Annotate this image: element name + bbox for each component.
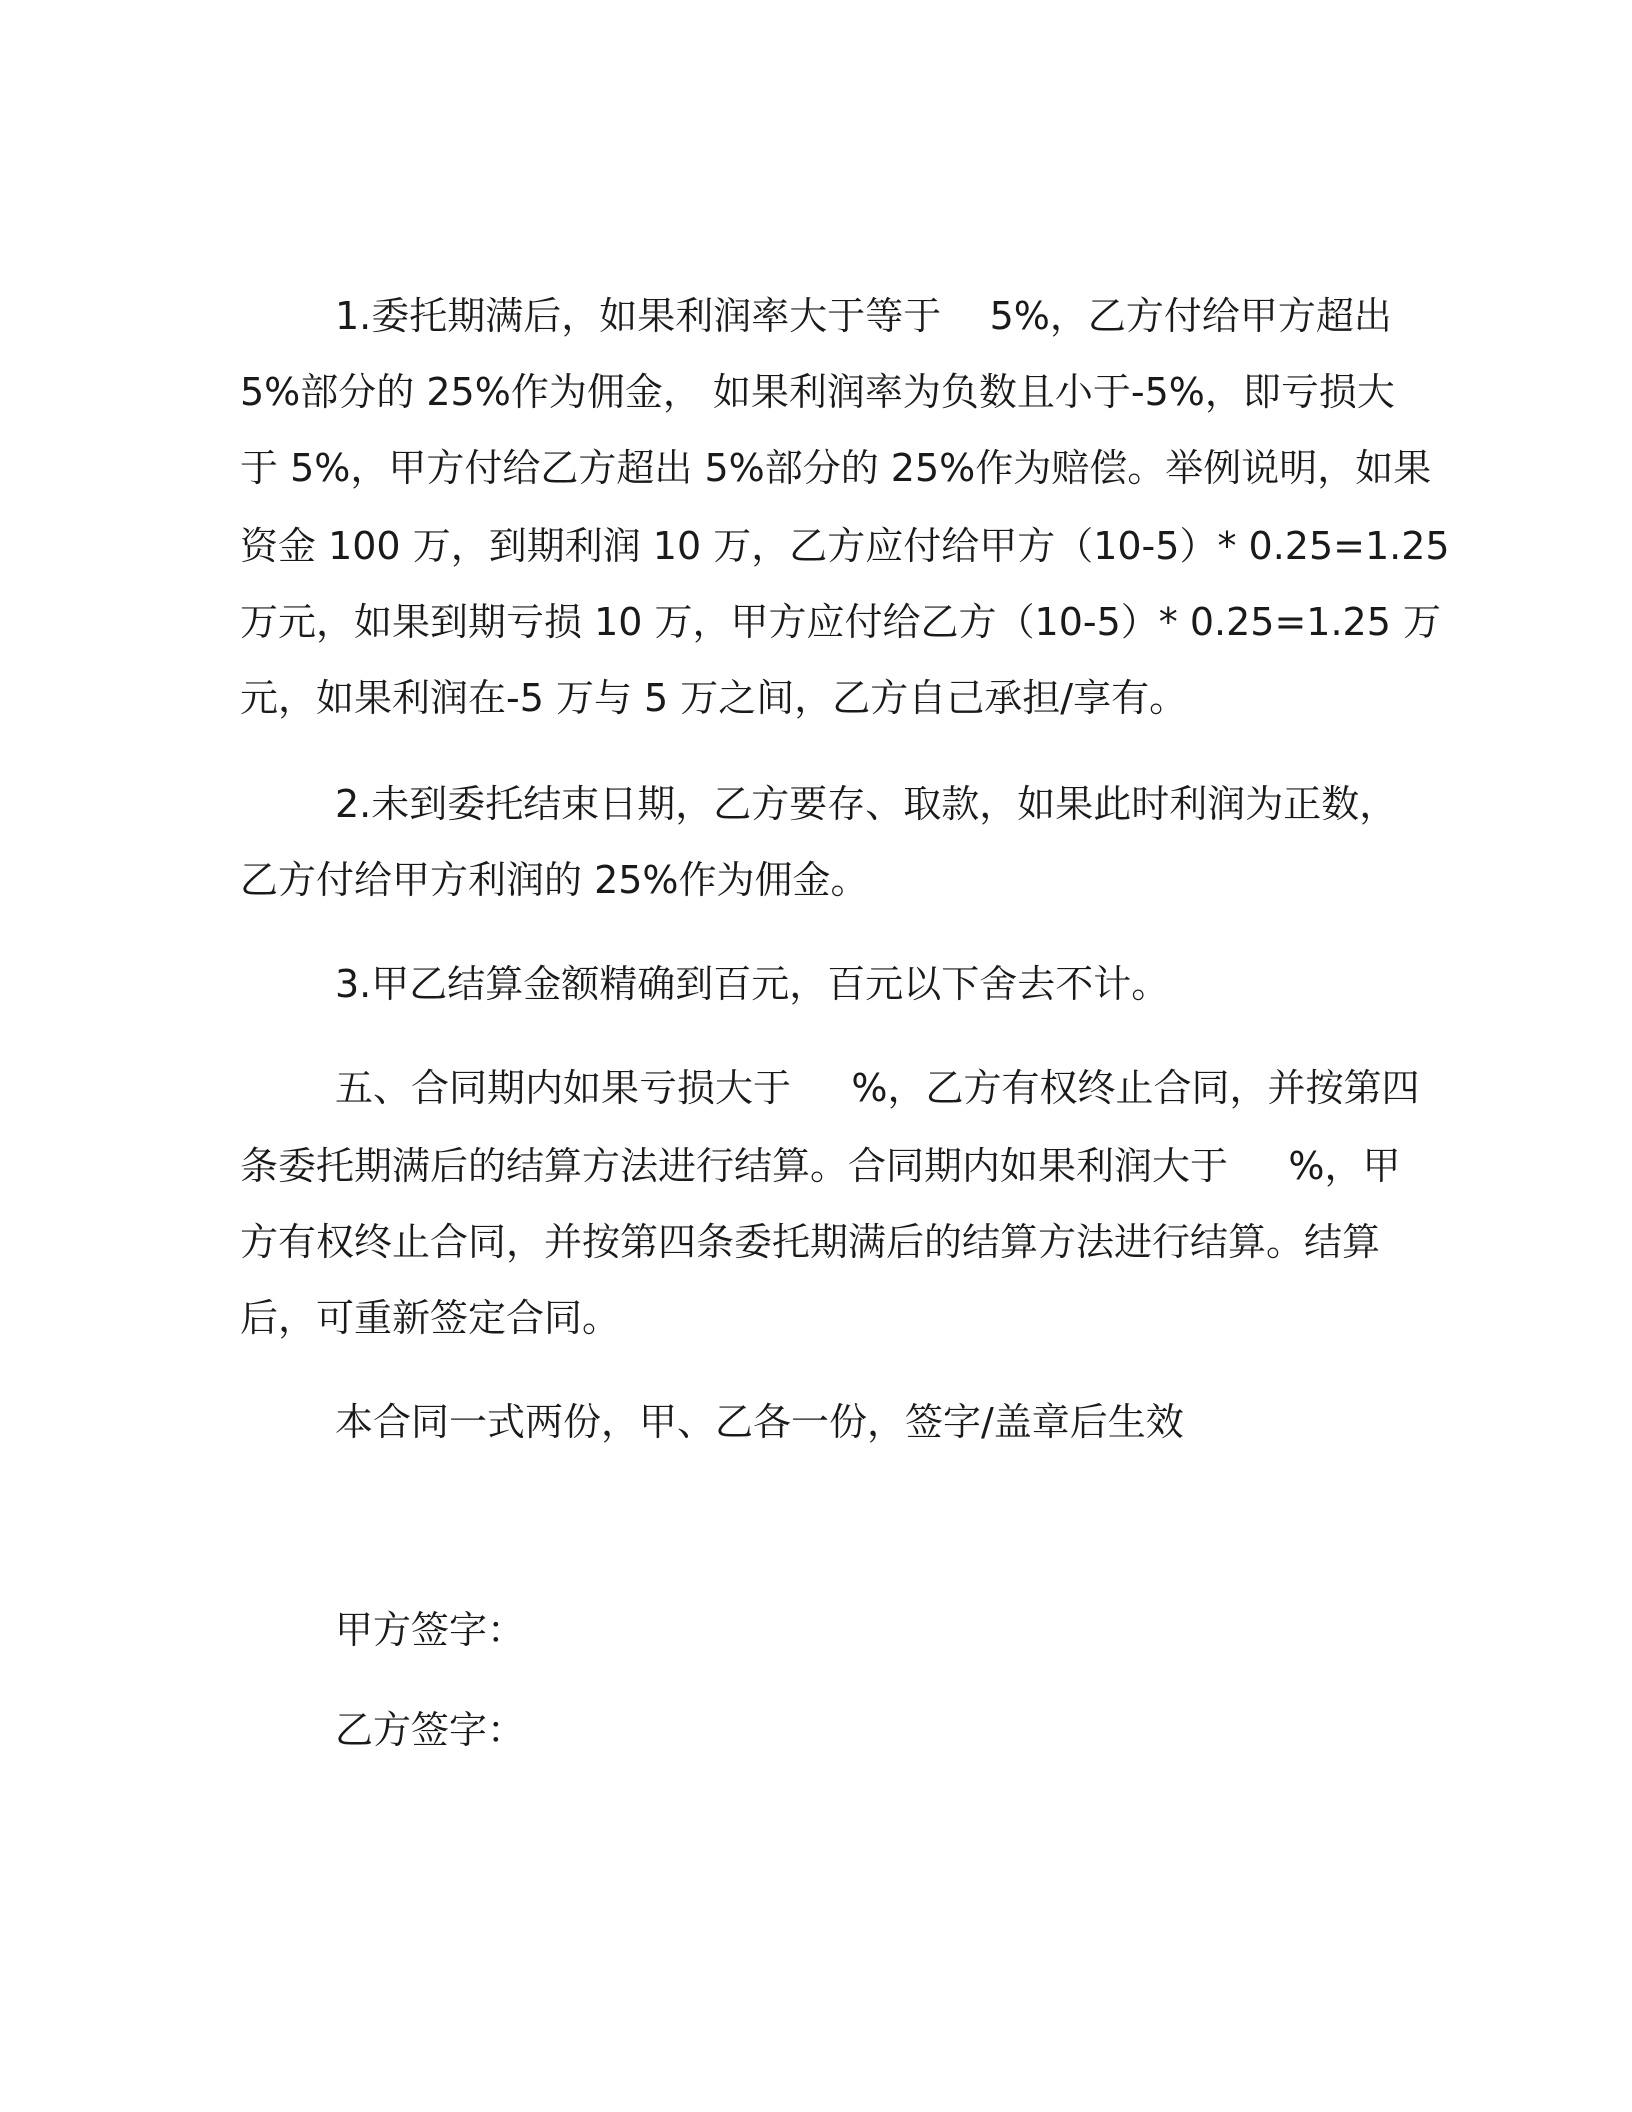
section-5-line-4: 后，可重新签定合同。 [240,1296,621,1340]
clause-2-line-2: 乙方付给甲方利润的 25%作为佣金。 [240,858,869,902]
clause-1-line-1: 1.委托期满后，如果利润率大于等于 5%，乙方付给甲方超出 [335,294,1392,338]
section-5-line-3: 方有权终止合同，并按第四条委托期满后的结算方法进行结算。结算 [240,1220,1381,1264]
section-5-line-2: 条委托期满后的结算方法进行结算。合同期内如果利润大于 %，甲 [240,1144,1401,1188]
section-5-line-1: 五、合同期内如果亏损大于 %，乙方有权终止合同，并按第四 [335,1066,1420,1110]
clause-2-line-1: 2.未到委托结束日期，乙方要存、取款，如果此时利润为正数， [335,782,1398,826]
clause-1-line-4: 资金 100 万，到期利润 10 万，乙方应付给甲方（10-5）* 0.25=1.25 [240,524,1450,568]
signature-party-b: 乙方签字： [335,1708,526,1752]
clause-3-line-1: 3.甲乙结算金额精确到百元，百元以下舍去不计。 [335,962,1170,1006]
clause-1-line-3: 于 5%，甲方付给乙方超出 5%部分的 25%作为赔偿。举例说明，如果 [240,446,1432,490]
closing-statement: 本合同一式两份，甲、乙各一份，签字/盖章后生效 [335,1400,1184,1444]
clause-1-line-2: 5%部分的 25%作为佣金， 如果利润率为负数且小于-5%，即亏损大 [240,370,1395,414]
signature-party-a: 甲方签字： [335,1608,526,1652]
clause-1-line-5: 万元，如果到期亏损 10 万，甲方应付给乙方（10-5）* 0.25=1.25 万 [240,600,1441,644]
clause-1-line-6: 元，如果利润在-5 万与 5 万之间，乙方自己承担/享有。 [240,676,1188,720]
